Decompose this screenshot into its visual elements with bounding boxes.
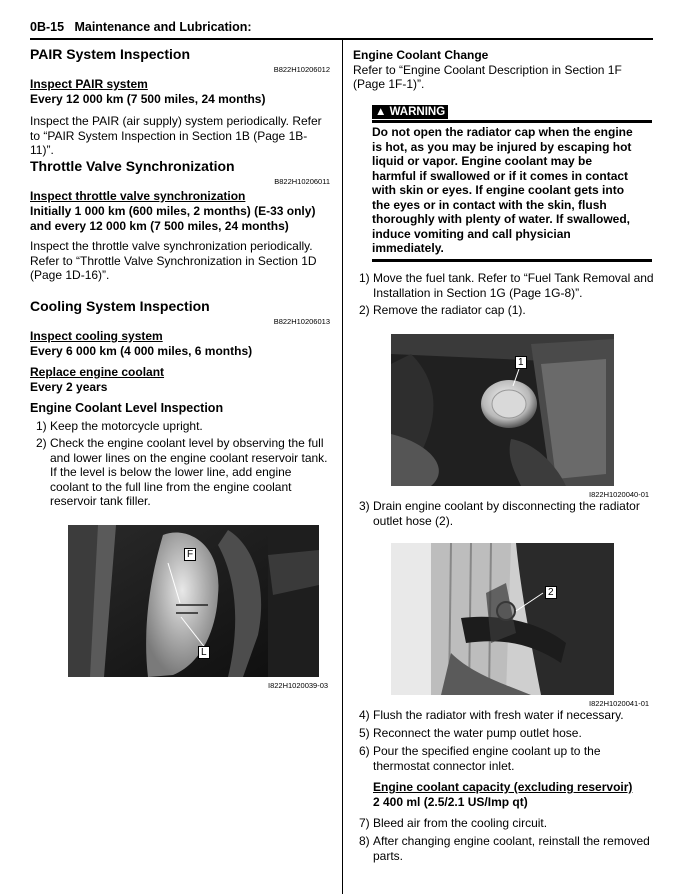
warning-label: ▲ WARNING — [372, 105, 448, 119]
outlet-hose-photo-image — [391, 543, 614, 695]
warning-line: harmful if swallowed or if it comes in contact — [372, 168, 629, 183]
step-number: 1) — [359, 271, 370, 285]
radiator-cap-photo — [391, 334, 614, 486]
step-number: 3) — [359, 499, 370, 513]
step-text-line: Move the fuel tank. Refer to “Fuel Tank Removal and — [373, 271, 654, 285]
pair-body-1: Inspect the PAIR (air supply) system periodically. Refer — [30, 114, 322, 128]
step-number: 2) — [36, 436, 47, 450]
warning-line: the eyes or in contact with the skin, flush — [372, 197, 607, 212]
warning-line: liquid or vapor. Engine coolant may be — [372, 154, 593, 168]
callout-l: L — [198, 646, 210, 659]
pair-body-2: to “PAIR System Inspection in Section 1B (Page 1B-11)”. — [30, 128, 308, 157]
step-number: 5) — [359, 726, 370, 740]
step-number: 1) — [36, 419, 47, 433]
pair-title: PAIR System Inspection — [30, 46, 191, 62]
callout-2: 2 — [545, 586, 557, 599]
throttle-interval-1: Initially 1 000 km (600 miles, 2 months) (E-33 only) — [30, 204, 316, 218]
step-text-line: Check the engine coolant level by observing the full — [50, 436, 324, 450]
capacity-heading: Engine coolant capacity (excluding reservoir) — [373, 780, 633, 794]
outlet-hose-photo — [391, 543, 614, 695]
cooling-interval-1: Every 6 000 km (4 000 miles, 6 months) — [30, 343, 253, 358]
warning-line: immediately. — [372, 241, 444, 255]
step-text: Remove the radiator cap (1). — [373, 303, 526, 317]
pair-interval: Every 12 000 km (7 500 miles, 24 months) — [30, 92, 266, 106]
cooling-title: Cooling System Inspection — [30, 298, 210, 314]
reservoir-photo-caption: I822H1020039-03 — [268, 681, 329, 690]
step-number: 6) — [359, 744, 370, 758]
step-text-line: and lower lines on the engine coolant reservoir tank. — [50, 450, 328, 465]
cooling-subhead-2: Replace engine coolant — [30, 365, 165, 379]
outlet-hose-photo-caption: I822H1020041-01 — [589, 699, 650, 708]
callout-1: 1 — [515, 356, 527, 369]
warning-line: induce vomiting and call physician — [372, 226, 571, 241]
throttle-subhead: Inspect throttle valve synchronization — [30, 189, 246, 203]
step-text-line: Pour the specified engine coolant up to the — [373, 744, 601, 758]
step-text-line: After changing engine coolant, reinstall the removed — [373, 834, 650, 848]
step-text: Bleed air from the cooling circuit. — [373, 816, 548, 830]
change-ref-2: (Page 1F-1)”. — [353, 77, 425, 91]
step-number: 7) — [359, 816, 370, 830]
throttle-code: B822H10206011 — [274, 177, 330, 186]
step-text-line: If the level is below the lower line, add engine — [50, 465, 292, 479]
step-text-line: reservoir tank filler. — [50, 494, 151, 508]
radiator-cap-photo-image — [391, 334, 614, 486]
warning-line: with skin or eyes. If engine coolant gets into — [372, 183, 625, 197]
level-step-2 — [36, 436, 330, 511]
step-number: 4) — [359, 708, 370, 722]
pair-subhead: Inspect PAIR system — [30, 77, 148, 91]
cooling-subhead-1: Inspect cooling system — [30, 329, 163, 343]
cooling-interval-2: Every 2 years — [30, 379, 108, 394]
capacity-value: 2 400 ml (2.5/2.1 US/Imp qt) — [373, 794, 528, 809]
step-text-line: outlet hose (2). — [373, 513, 454, 528]
step-number: 8) — [359, 834, 370, 848]
column-divider — [342, 40, 343, 894]
level-title: Engine Coolant Level Inspection — [30, 401, 224, 415]
step-text: Keep the motorcycle upright. — [50, 419, 203, 433]
warning-line: is hot, as you may be injured by escaping hot — [372, 139, 632, 154]
step-text: Reconnect the water pump outlet hose. — [373, 726, 582, 740]
callout-f: F — [184, 548, 196, 561]
page-header-title: 0B-15 Maintenance and Lubrication: — [30, 20, 252, 34]
throttle-interval-2: and every 12 000 km (7 500 miles, 24 months) — [30, 218, 289, 233]
step-text-line: parts. — [373, 848, 404, 863]
step-text-line: coolant to the full line from the engine coolant — [50, 479, 292, 494]
pair-code: B822H10206012 — [273, 65, 330, 74]
change-title: Engine Coolant Change — [353, 48, 489, 62]
step-text-line: Drain engine coolant by disconnecting the radiator — [373, 499, 640, 513]
step-text-line: thermostat connector inlet. — [373, 758, 515, 773]
throttle-title: Throttle Valve Synchronization — [30, 158, 235, 174]
step-text: Flush the radiator with fresh water if necessary. — [373, 708, 624, 722]
cooling-code: B822H10206013 — [273, 317, 330, 326]
warning-line: Do not open the radiator cap when the engine — [372, 125, 633, 139]
step-text-line: Installation in Section 1G (Page 1G-8)”. — [373, 285, 583, 300]
throttle-body-3: (Page 1D-16)”. — [30, 268, 110, 282]
left-column — [30, 0, 330, 894]
throttle-body-1: Inspect the throttle valve synchronization periodically. — [30, 239, 313, 253]
warning-line: thoroughly with plenty of water. If swallowed, — [372, 212, 631, 226]
step-number: 2) — [359, 303, 370, 317]
reservoir-photo — [68, 525, 319, 677]
throttle-body-2: Refer to “Throttle Valve Synchronization in Section 1D — [30, 253, 317, 268]
right-steps — [359, 0, 653, 894]
radiator-cap-photo-caption: I822H1020040-01 — [589, 490, 650, 499]
change-ref-1: Refer to “Engine Coolant Description in Section 1F — [353, 62, 622, 77]
